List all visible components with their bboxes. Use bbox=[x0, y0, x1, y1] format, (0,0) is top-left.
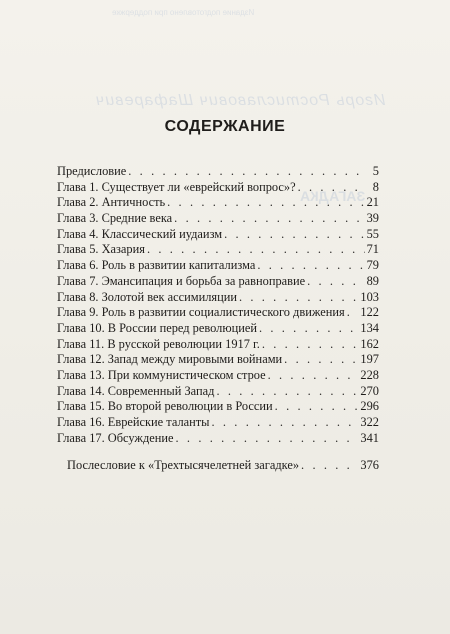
toc-entry-title: Глава 6. Роль в развитии капитализма bbox=[57, 258, 256, 273]
toc-leader-dots bbox=[262, 337, 359, 353]
toc-entry-title: Глава 17. Обсуждение bbox=[57, 430, 174, 445]
toc-entry-title: Глава 9. Роль в развитии социалистического движения bbox=[57, 305, 345, 320]
toc-leader-dots bbox=[268, 368, 359, 384]
toc-entry bbox=[57, 211, 379, 227]
toc-entry-title: Глава 4. Классический иудаизм bbox=[57, 226, 223, 241]
toc-entry bbox=[57, 274, 379, 290]
toc-entry-title: Глава 12. Запад между мировыми войнами bbox=[57, 352, 283, 367]
toc-entry-page: 103 bbox=[360, 289, 379, 304]
toc-entry-title: Глава 5. Хазария bbox=[57, 242, 145, 257]
toc-entry-afterword bbox=[57, 458, 379, 474]
toc-entry bbox=[57, 305, 379, 321]
toc-leader-dots bbox=[257, 258, 364, 274]
toc-entry-title: Послесловие к «Трехтысячелетней загадке» bbox=[67, 458, 300, 473]
toc-entry-title: Глава 8. Золотой век ассимиляции bbox=[57, 289, 237, 304]
toc-entry-page: 79 bbox=[366, 258, 379, 273]
toc-entry-title: Глава 10. В России перед революцией bbox=[57, 320, 257, 335]
toc-entry-page: 55 bbox=[366, 226, 379, 241]
toc-entry-title: Глава 14. Современный Запад bbox=[57, 383, 215, 398]
toc-entry-title: Глава 13. При коммунистическом строе bbox=[57, 367, 266, 382]
toc-leader-dots bbox=[347, 305, 359, 321]
toc-entry-page: 162 bbox=[360, 336, 379, 351]
toc-leader-dots bbox=[224, 227, 364, 243]
toc-entry-page: 228 bbox=[360, 367, 379, 382]
toc-leader-dots bbox=[216, 384, 358, 400]
toc-entry bbox=[57, 290, 379, 306]
page-title: СОДЕРЖАНИЕ bbox=[164, 118, 286, 135]
toc-entry-page: 134 bbox=[360, 320, 379, 335]
toc-entry-page: 197 bbox=[360, 352, 379, 367]
show-through-text: Издание подготовлено при поддержке bbox=[112, 8, 255, 17]
toc-entry bbox=[57, 399, 379, 415]
show-through-author: Игорь Ростиславович Шафаревич bbox=[95, 92, 386, 109]
toc-entry-page: 322 bbox=[360, 415, 379, 429]
toc-leader-dots bbox=[239, 290, 358, 306]
toc-entry-page: 122 bbox=[360, 305, 379, 320]
toc-leader-dots bbox=[307, 274, 364, 290]
toc-leader-dots bbox=[275, 399, 359, 415]
toc-entry-title: Предисловие bbox=[57, 164, 127, 178]
toc-entry bbox=[57, 352, 379, 368]
table-of-contents bbox=[57, 164, 379, 474]
toc-entry bbox=[57, 242, 379, 258]
toc-entry-page: 89 bbox=[366, 273, 379, 288]
toc-leader-dots bbox=[167, 195, 364, 211]
toc-entry bbox=[57, 431, 379, 447]
toc-entry-page: 8 bbox=[372, 179, 379, 194]
toc-entry-title: Глава 1. Существует ли «еврейский вопрос»? bbox=[57, 179, 296, 194]
show-through-title: ЗАГАДКА bbox=[300, 188, 366, 204]
toc-entry bbox=[57, 180, 379, 196]
toc-entry-title: Глава 15. Во второй революции в России bbox=[57, 399, 273, 414]
toc-leader-dots bbox=[259, 321, 358, 337]
toc-entry-page: 296 bbox=[360, 399, 379, 414]
toc-entry bbox=[57, 258, 379, 274]
toc-entry-page: 5 bbox=[372, 164, 379, 178]
toc-leader-dots bbox=[147, 242, 365, 258]
toc-entry bbox=[57, 415, 379, 431]
toc-entry-page: 376 bbox=[360, 458, 379, 473]
toc-entry bbox=[57, 384, 379, 400]
toc-entry-title: Глава 3. Средние века bbox=[57, 211, 173, 226]
toc-entry-page: 39 bbox=[366, 211, 379, 226]
toc-entry-page: 21 bbox=[366, 195, 379, 210]
toc-leader-dots bbox=[298, 180, 365, 196]
toc-entry-page: 71 bbox=[366, 242, 379, 257]
toc-leader-dots bbox=[301, 458, 358, 474]
toc-entry-title: Глава 7. Эмансипация и борьба за равноправие bbox=[57, 273, 306, 288]
toc-leader-dots bbox=[128, 164, 365, 180]
toc-entry bbox=[57, 227, 379, 243]
toc-leader-dots bbox=[212, 415, 359, 431]
toc-leader-dots bbox=[176, 431, 359, 447]
toc-leader-dots bbox=[174, 211, 364, 227]
toc-entry-title: Глава 11. В русской революции 1917 г. bbox=[57, 336, 260, 351]
toc-entry-title: Глава 2. Античность bbox=[57, 195, 166, 210]
toc-entry bbox=[57, 164, 379, 180]
toc-entry-title: Глава 16. Еврейские таланты bbox=[57, 415, 210, 429]
toc-entry-page: 270 bbox=[360, 383, 379, 398]
toc-entry bbox=[57, 321, 379, 337]
toc-entry bbox=[57, 337, 379, 353]
toc-entry bbox=[57, 368, 379, 384]
toc-entry-page: 341 bbox=[360, 430, 379, 445]
toc-entry bbox=[57, 195, 379, 211]
toc-leader-dots bbox=[284, 352, 358, 368]
